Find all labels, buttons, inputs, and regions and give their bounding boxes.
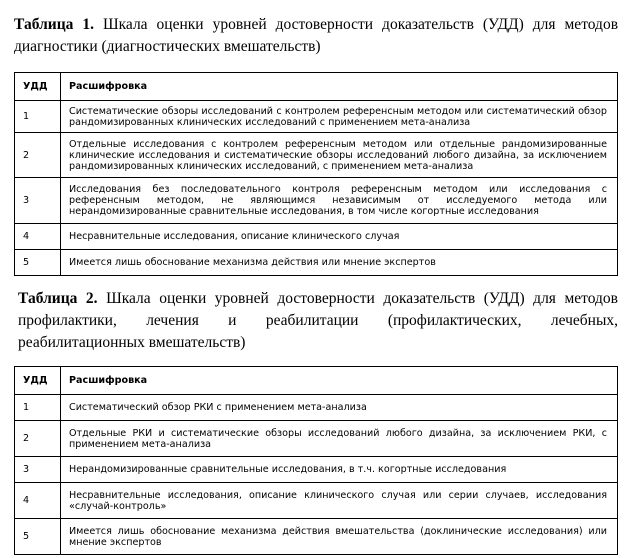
table1-row3-text: Исследования без последовательного контроля референсным методом или исследования с референсным методом, не являющимся независимым от исследуемого метода или нерандомизированные сравнительные исследования, в том числе когортные исследования (61, 178, 618, 224)
table2-row4-level: 4 (15, 483, 61, 519)
table-row (15, 101, 618, 133)
table2-row3-level: 3 (15, 457, 61, 483)
table-row (15, 457, 618, 483)
table2-caption-label: Таблица 2. (18, 290, 98, 307)
table1-header-description: Расшифровка (61, 73, 618, 101)
table-row (15, 178, 618, 224)
table2-header-description: Расшифровка (61, 367, 618, 395)
table1-row4-level: 4 (15, 224, 61, 250)
table2-row5-level: 5 (15, 519, 61, 555)
table1-row4-text: Несравнительные исследования, описание клинического случая (61, 224, 618, 250)
table1-row3-level: 3 (15, 178, 61, 224)
table1-row2-level: 2 (15, 133, 61, 178)
table-row (15, 421, 618, 457)
table-row (15, 224, 618, 250)
table2-row3-text: Нерандомизированные сравнительные исследования, в т.ч. когортные исследования (61, 457, 618, 483)
table1-row5-level: 5 (15, 250, 61, 276)
table2-row1-text: Систематический обзор РКИ с применением мета-анализа (61, 395, 618, 421)
table1 (14, 72, 618, 276)
table2-row5-text: Имеется лишь обоснование механизма действия вмешательства (доклинические исследования) или мнение экспертов (61, 519, 618, 555)
table1-caption-label: Таблица 1. (14, 16, 94, 33)
table2-caption (18, 288, 618, 354)
table1-caption-text: Шкала оценки уровней достоверности доказательств (УДД) для методов диагностики (диагностических вмешательств) (14, 16, 619, 55)
table2-header-row (15, 367, 618, 395)
table2-header-level: УДД (15, 367, 61, 395)
table-row (15, 519, 618, 555)
table2-row2-level: 2 (15, 421, 61, 457)
table2 (14, 366, 618, 555)
table2-row4-text: Несравнительные исследования, описание клинического случая или серии случаев, исследования «случай-контроль» (61, 483, 618, 519)
table-row (15, 483, 618, 519)
table2-row1-level: 1 (15, 395, 61, 421)
table1-caption (14, 14, 618, 58)
table1-row5-text: Имеется лишь обоснование механизма действия или мнение экспертов (61, 250, 618, 276)
table1-row1-text: Систематические обзоры исследований с контролем референсным методом или систематический обзор рандомизированных клинических исследований с применением мета-анализа (61, 101, 618, 133)
table2-caption-text: Шкала оценки уровней достоверности доказательств (УДД) для методов профилактики, лечения и реабилитации (профилактических, лечебных, реабилитационных вмешательств) (18, 290, 618, 351)
table-row (15, 395, 618, 421)
table2-row2-text: Отдельные РКИ и систематические обзоры исследований любого дизайна, за исключением РКИ, с применением мета-анализа (61, 421, 618, 457)
table1-header-row (15, 73, 618, 101)
table-row (15, 250, 618, 276)
table1-row1-level: 1 (15, 101, 61, 133)
table1-header-level: УДД (15, 73, 61, 101)
table-row (15, 133, 618, 178)
table1-row2-text: Отдельные исследования с контролем референсным методом или отдельные рандомизированные клинические исследования и систематические обзоры исследований любого дизайна, за исключением рандомизированных клинических исследований, с применением мета-анализа (61, 133, 618, 178)
